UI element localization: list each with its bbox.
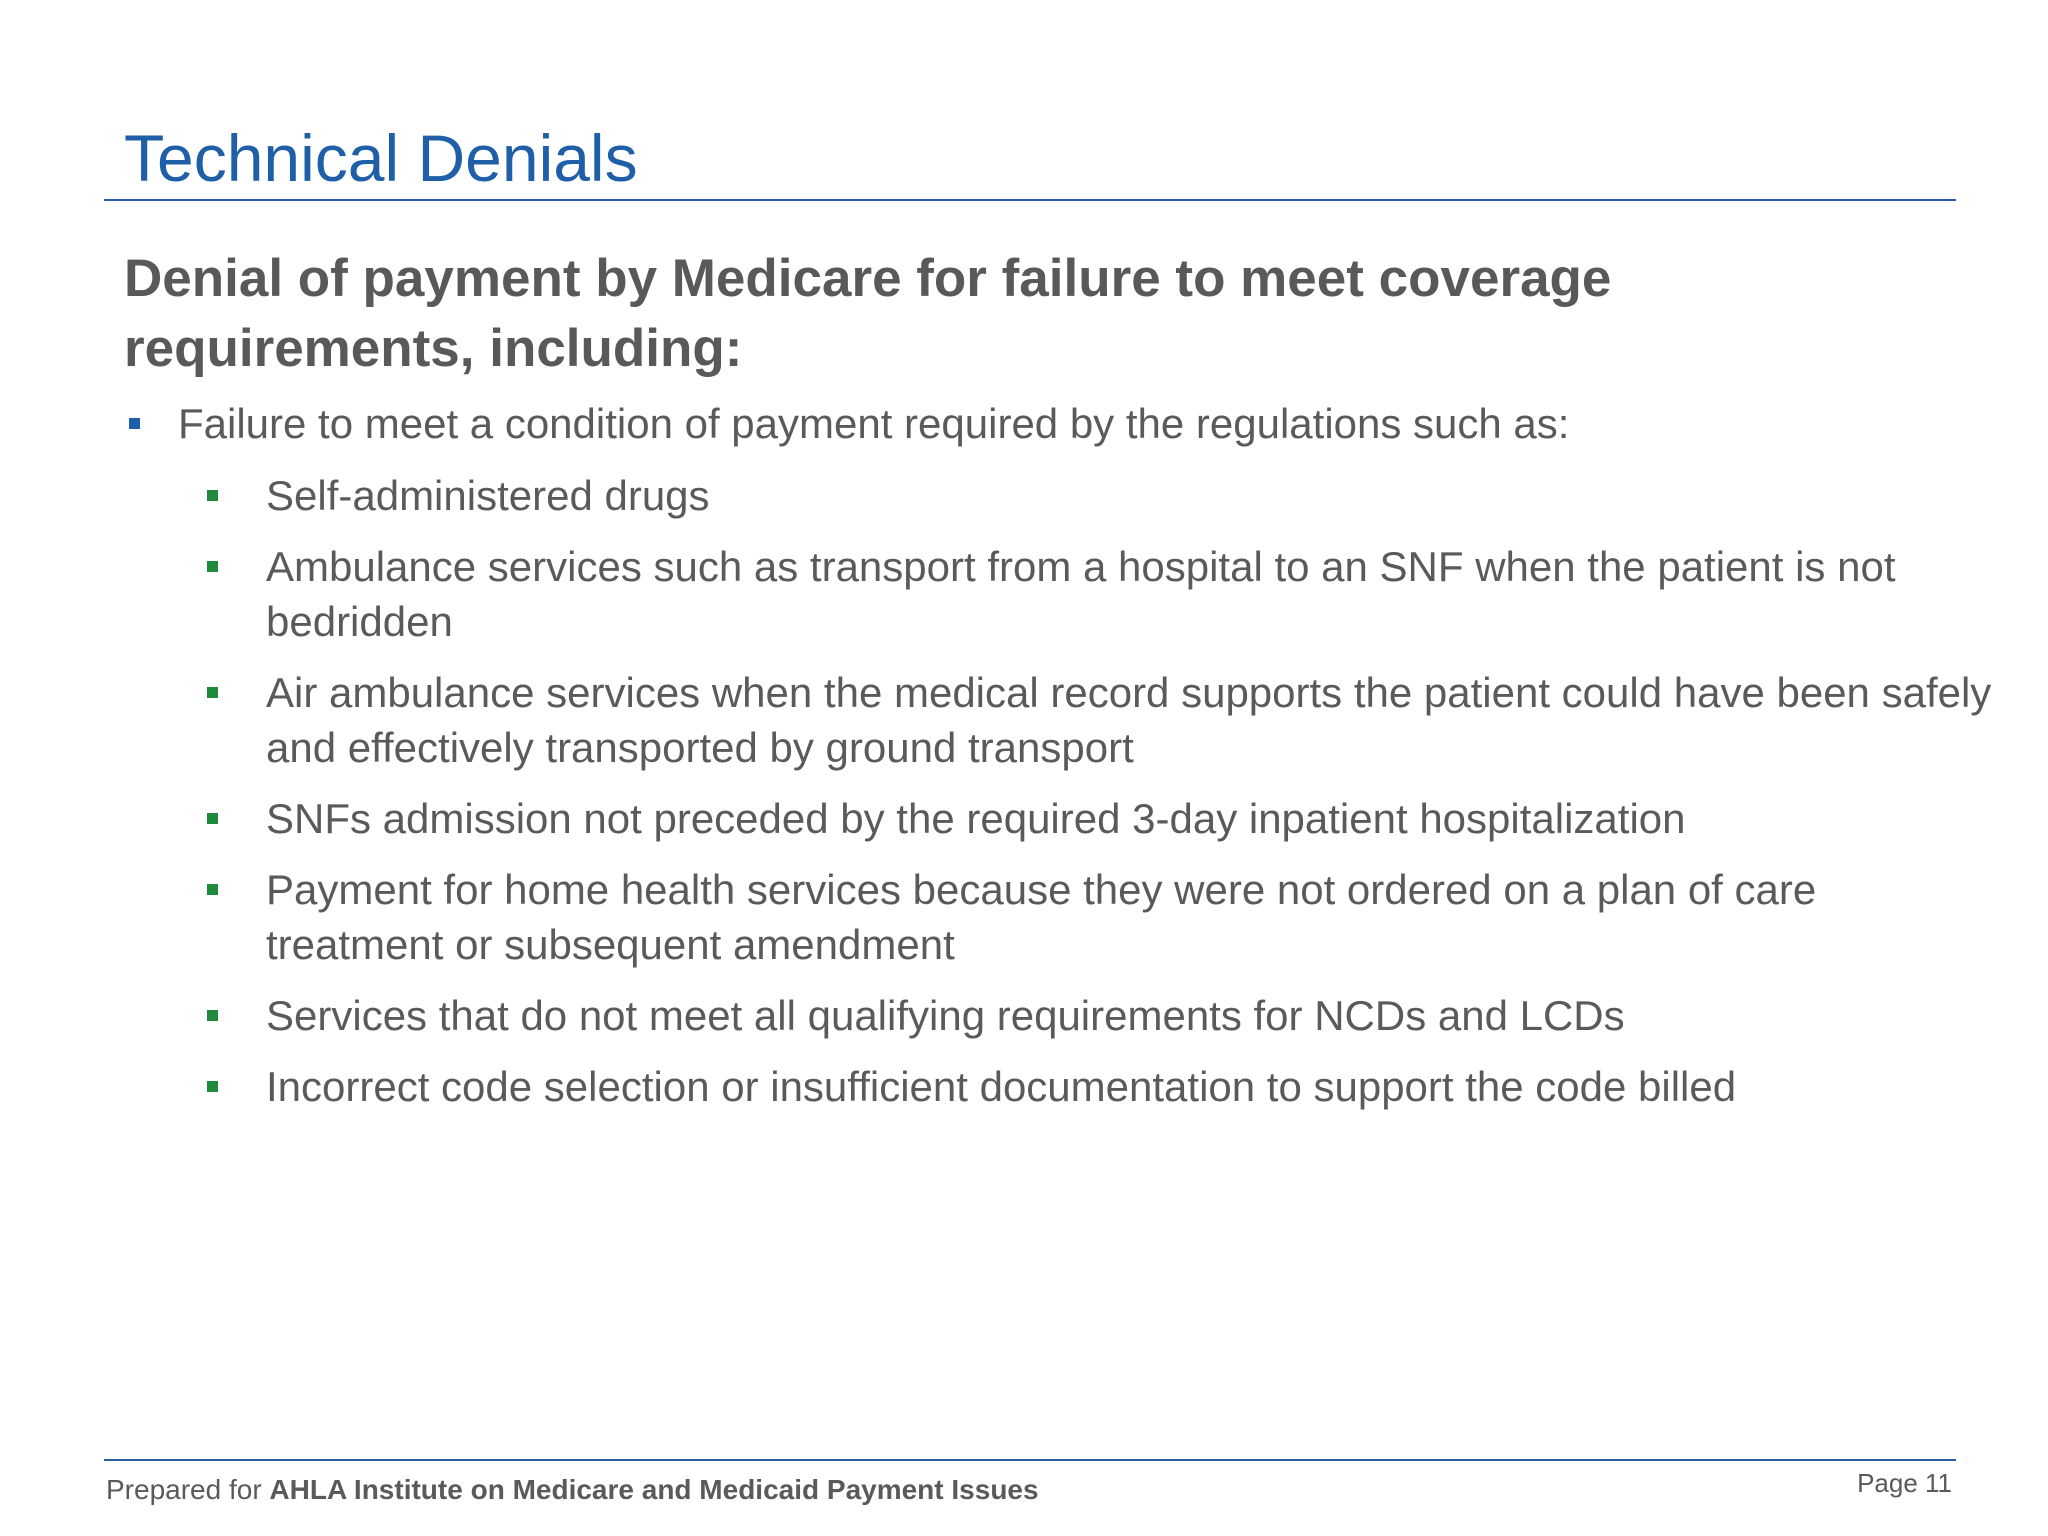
footer-credit	[106, 1472, 1039, 1508]
sub-bullet-text: Ambulance services such as transport from a hospital to an SNF when the patient is not bedridden	[266, 543, 1896, 645]
sub-bullet-text: Payment for home health services because they were not ordered on a plan of care treatment or subsequent amendment	[266, 866, 1817, 968]
square-bullet-icon	[207, 884, 218, 895]
sub-bullet-list	[124, 468, 1992, 1114]
footer-divider	[104, 1459, 1956, 1461]
sub-bullet-item	[203, 1059, 1996, 1114]
square-bullet-icon	[207, 687, 218, 698]
sub-bullet-item	[203, 988, 1996, 1043]
sub-bullet-text: Self-administered drugs	[266, 472, 710, 519]
square-bullet-icon	[207, 1010, 218, 1021]
sub-bullet-item	[203, 539, 1996, 649]
footer-organization: AHLA Institute on Medicare and Medicaid Payment Issues	[269, 1474, 1039, 1505]
bullet-item-conditions	[124, 396, 1944, 452]
sub-bullet-text: Air ambulance services when the medical record supports the patient could have been safely and effectively transported by ground transport	[266, 669, 1992, 771]
footer-prefix: Prepared for	[106, 1474, 262, 1505]
square-bullet-icon	[207, 1081, 218, 1092]
slide-title: Technical Denials	[124, 121, 638, 195]
sub-bullet-item	[203, 468, 1996, 523]
square-bullet-icon	[207, 561, 218, 572]
bullet-text: Failure to meet a condition of payment required by the regulations such as:	[178, 400, 1570, 447]
sub-bullet-item	[203, 665, 1996, 775]
square-bullet-icon	[207, 490, 218, 501]
sub-bullet-item	[203, 862, 1996, 972]
sub-bullet-text: Services that do not meet all qualifying requirements for NCDs and LCDs	[266, 992, 1625, 1039]
bullet-list	[124, 396, 1992, 1130]
page-number: Page 11	[1857, 1468, 1952, 1498]
square-bullet-icon	[207, 813, 218, 824]
square-bullet-icon	[129, 418, 140, 429]
sub-bullet-text: SNFs admission not preceded by the required 3-day inpatient hospitalization	[266, 795, 1686, 842]
sub-bullet-item	[203, 791, 1996, 846]
title-divider	[104, 199, 1956, 201]
slide-heading: Denial of payment by Medicare for failure to meet coverage requirements, including:	[124, 249, 1612, 378]
sub-bullet-text: Incorrect code selection or insufficient documentation to support the code billed	[266, 1063, 1737, 1110]
